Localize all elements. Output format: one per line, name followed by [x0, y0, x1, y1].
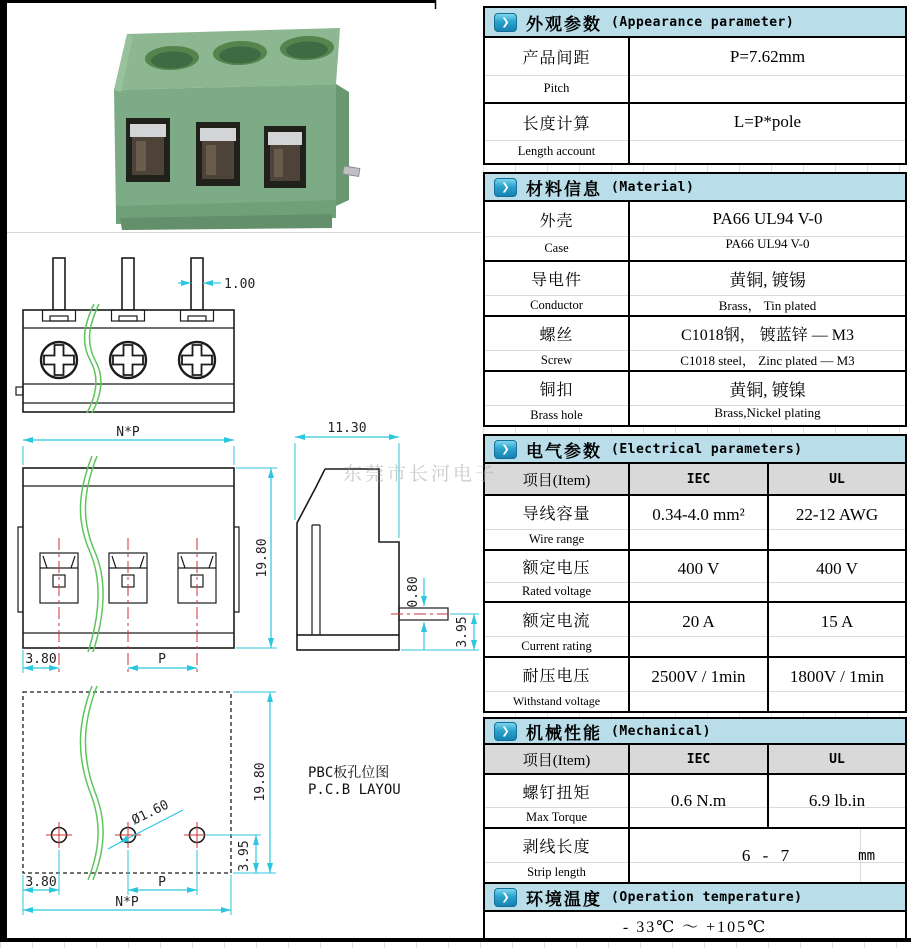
strip-length-unit: mm [858, 847, 875, 864]
row-label-en: Rated voltage [521, 584, 592, 598]
svg-text:P: P [158, 652, 166, 667]
row-value-iec: 400 V [677, 559, 720, 578]
row-label-cn: 导电件 [530, 272, 582, 289]
col-ul: UL [829, 751, 845, 767]
left-border-bar [0, 0, 7, 941]
section-title-en: (Mechanical) [611, 723, 711, 739]
col-ul: UL [829, 471, 845, 487]
section-title-cn: 机械性能 [526, 723, 602, 743]
wire-openings [126, 118, 306, 188]
table-row [485, 549, 905, 601]
dim-1130 [295, 421, 399, 538]
dim-080 [406, 576, 424, 650]
row-label-cn: 额定电压 [522, 560, 591, 577]
section-header-electrical [485, 436, 905, 464]
row-label-cn: 螺钉扭矩 [522, 784, 591, 802]
row-value-en: Brass,Nickel plating [714, 405, 821, 420]
col-iec: IEC [630, 464, 769, 494]
row-label-en: Withstand voltage [512, 693, 601, 708]
section-bullet-icon: ❯ [494, 13, 517, 32]
row-label-cn: 长度计算 [522, 115, 591, 133]
section-header-appearance [485, 8, 905, 38]
section-title-cn: 电气参数 [526, 441, 602, 461]
col-item: 项目(Item) [485, 464, 630, 494]
row-label-cn: 额定电流 [522, 613, 591, 630]
section-bullet-icon: ❯ [494, 440, 517, 459]
pcb-layout-drawing [23, 686, 401, 915]
row-label-cn: 耐压电压 [522, 668, 591, 685]
col-iec: IEC [630, 745, 769, 773]
svg-text:3.80: 3.80 [25, 875, 57, 890]
row-value-iec: 2500V / 1min [651, 667, 746, 686]
table-row [485, 656, 905, 711]
section-bullet-icon: ❯ [494, 178, 517, 197]
row-value: L=P*pole [733, 112, 802, 131]
row-value-cn: PA66 UL94 V-0 [712, 209, 823, 228]
row-label-cn: 产品间距 [522, 50, 591, 67]
section-header-temperature [485, 884, 905, 912]
table-row-strip-length [485, 827, 905, 882]
row-label-en: Conductor [530, 297, 583, 312]
dim-pitch [128, 652, 197, 668]
section-bullet-icon: ❯ [494, 722, 517, 741]
dim-380 [23, 650, 59, 673]
temperature-range-value: - 33℃ ～ +105℃ [622, 918, 768, 936]
row-label-en: Length account [517, 144, 596, 158]
svg-text:3.80: 3.80 [25, 652, 57, 667]
column-header-row [485, 745, 905, 773]
section-title-en: (Operation temperature) [611, 889, 803, 905]
section-header-material [485, 174, 905, 202]
row-label-en: Case [544, 240, 569, 255]
section-title-en: (Electrical parameters) [611, 441, 803, 457]
table-row [485, 315, 905, 370]
section-title-en: (Appearance parameter) [611, 14, 795, 30]
row-label-cn: 剥线长度 [522, 839, 591, 856]
top-border-line [0, 0, 436, 3]
svg-text:P: P [158, 875, 166, 890]
row-value: P=7.62mm [729, 46, 806, 66]
dim-380-pcb [23, 850, 59, 915]
product-photo [114, 28, 360, 230]
svg-text:Ø1.60: Ø1.60 [129, 797, 172, 829]
watermark-text: 东莞市长河电子 [343, 464, 498, 485]
row-label-cn: 螺丝 [539, 327, 574, 344]
section-title-cn: 材料信息 [526, 179, 602, 199]
svg-text:3.95: 3.95 [455, 616, 470, 648]
row-label-en: Max Torque [525, 809, 588, 824]
svg-text:11.30: 11.30 [327, 421, 367, 436]
row-value-iec: 0.34-4.0 mm² [652, 505, 745, 524]
row-label-cn: 外壳 [539, 212, 574, 230]
svg-text:19.80: 19.80 [253, 762, 268, 802]
table-row [485, 494, 905, 549]
row-value-ul: 1800V / 1min [789, 667, 885, 686]
section-material [483, 172, 907, 427]
right-margin-strip [907, 0, 911, 938]
table-row [485, 601, 905, 656]
row-label-cn: 铜扣 [539, 382, 574, 399]
section-temperature [483, 884, 907, 940]
spec-tables [483, 0, 907, 940]
row-value-cn: C1018钢， 镀蓝锌 — M3 [681, 327, 854, 344]
pcb-holes [46, 822, 210, 848]
row-value-en: C1018 steel， Zinc plated — M3 [680, 353, 855, 368]
row-label-en: Strip length [527, 864, 586, 879]
column-header-row [485, 464, 905, 494]
row-value-en: Brass， Tin plated [718, 298, 817, 313]
section-mechanical [483, 717, 907, 884]
screw-heads [41, 342, 215, 378]
row-value-ul: 22-12 AWG [795, 505, 879, 524]
row-label-en: Brass hole [530, 407, 583, 422]
top-view-drawing [16, 258, 255, 413]
row-label-en: Pitch [543, 81, 570, 95]
row-value-iec: 0.6 N.m [630, 775, 769, 827]
section-header-mechanical [485, 719, 905, 745]
row-value-ul: 15 A [820, 612, 854, 631]
pcb-caption-cn: PBC板孔位图 [308, 765, 390, 781]
row-value-cn: 黄铜, 镀锡 [729, 271, 806, 290]
row-value-cn: 黄铜, 镀镍 [729, 381, 806, 400]
dim-hole-diameter [108, 798, 183, 849]
dim-pin-width [178, 277, 255, 292]
section-title-en: (Material) [611, 179, 695, 195]
dim-np-top [23, 425, 234, 465]
side-view-drawing [295, 421, 479, 650]
row-value-ul: 6.9 lb.in [808, 791, 866, 810]
row-label-en: Wire range [528, 531, 585, 546]
section-bullet-icon: ❯ [494, 888, 517, 907]
svg-text:19.80: 19.80 [255, 538, 270, 578]
bottom-grid-strip [0, 942, 911, 948]
section-title-cn: 环境温度 [526, 889, 602, 909]
dim-height-1980 [236, 468, 277, 648]
table-row [485, 773, 905, 827]
dim-395-pcb [205, 835, 261, 873]
table-row [485, 38, 905, 102]
front-view-drawing [18, 425, 277, 673]
table-row [485, 102, 905, 163]
table-row [485, 370, 905, 425]
table-row [485, 260, 905, 315]
svg-text:N*P: N*P [116, 425, 140, 440]
section-electrical [483, 434, 907, 713]
section-appearance [483, 6, 907, 165]
pcb-caption-en: P.C.B LAYOU [308, 782, 401, 798]
row-label-en: Screw [540, 352, 573, 367]
row-value-en: PA66 UL94 V-0 [725, 236, 810, 251]
svg-text:0.80: 0.80 [406, 576, 421, 608]
svg-text:N*P: N*P [115, 895, 139, 910]
col-item: 项目(Item) [485, 745, 630, 773]
section-title-cn: 外观参数 [526, 14, 602, 34]
strip-length-value: 6 - 7 [741, 845, 794, 865]
svg-text:1.00: 1.00 [224, 277, 256, 292]
table-row [485, 202, 905, 260]
svg-text:3.95: 3.95 [237, 840, 252, 872]
row-label-en: Current rating [521, 638, 592, 653]
row-value-iec: 20 A [682, 612, 715, 631]
row-value-ul: 400 V [816, 559, 858, 578]
row-label-cn: 导线容量 [522, 506, 591, 523]
